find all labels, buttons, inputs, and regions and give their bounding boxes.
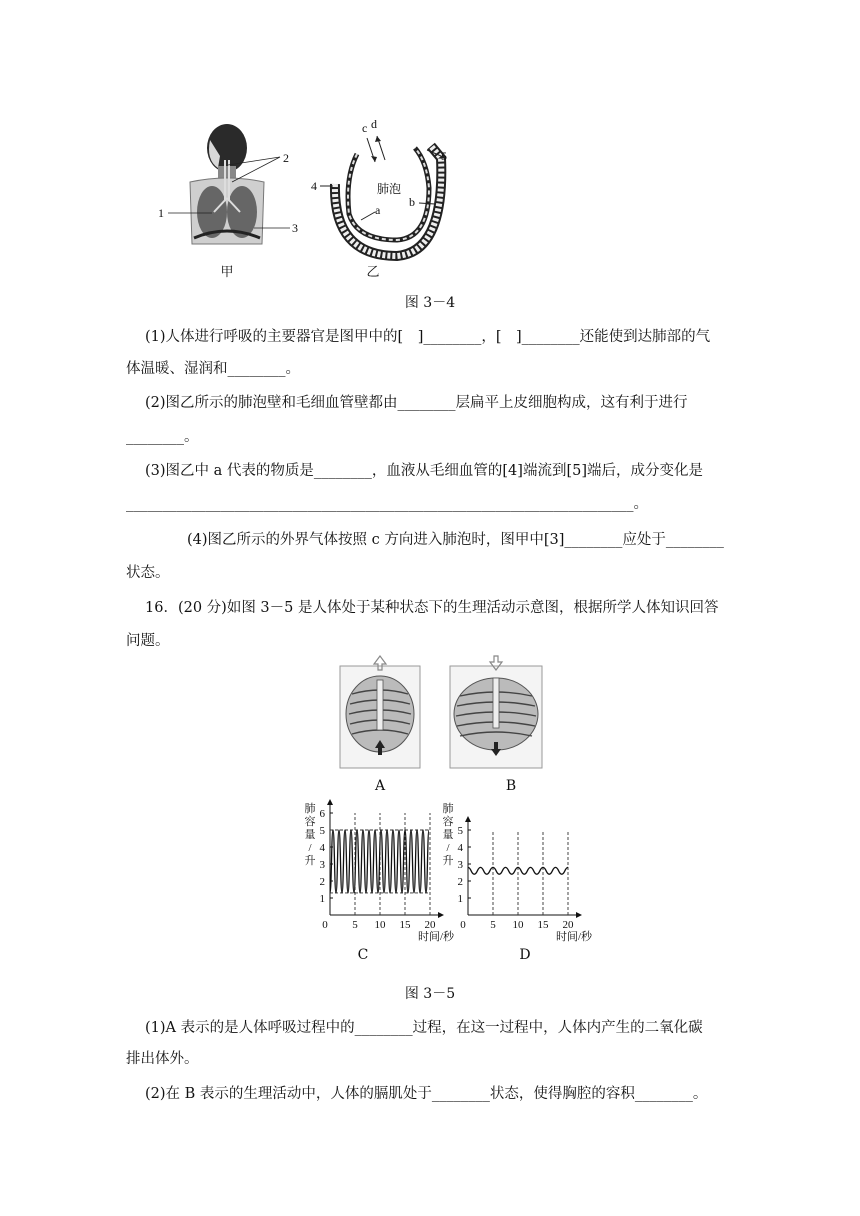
- chart-C-label: C: [357, 947, 369, 963]
- chart-D-label: D: [519, 947, 531, 963]
- label-b: b: [409, 195, 415, 209]
- chart-D-ylabel-char: 容: [442, 816, 454, 828]
- q15-4-line2: 状态。: [126, 565, 170, 581]
- figure-B-sternum: [493, 678, 499, 728]
- label-d: d: [371, 117, 377, 131]
- chart-C-ytick-label: 6: [319, 808, 325, 820]
- label-c: c: [362, 121, 368, 135]
- chart-D-ytick-label: 2: [457, 876, 463, 888]
- arrow-a: [361, 212, 375, 220]
- q15-2-line1: (2)图乙所示的肺泡壁和毛细血管壁都由________层扁平上皮细胞构成，这有利于进行: [145, 395, 688, 411]
- q15-3-line2: ______________________________________________________________________。: [126, 496, 648, 512]
- chart-C-xtick-label: 0: [322, 919, 328, 931]
- chart-C-ylabel-char: /: [308, 842, 312, 854]
- label-1: 1: [158, 206, 164, 220]
- q15-1-line2: 体温暖、湿润和________。: [126, 361, 300, 377]
- chart-C-xtick-label: 10: [374, 919, 386, 931]
- figure-A-sternum: [377, 680, 383, 730]
- figure-A-label: A: [374, 778, 386, 794]
- chart-C-ylabel-char: 升: [304, 855, 316, 867]
- q15-1-line1: (1)人体进行呼吸的主要器官是图甲中的[ ]________，[ ]________还能使到达肺部的气: [145, 329, 711, 345]
- chart-D-xtick-label: 5: [490, 919, 496, 931]
- chart-D-ytick-label: 4: [457, 842, 463, 854]
- chart-D-x-arrow: [576, 912, 582, 918]
- chart-C-ytick-label: 5: [319, 825, 325, 837]
- arrow-d-head: [375, 136, 381, 142]
- q15-2-line2: ________。: [126, 429, 199, 445]
- chart-D-y-arrow: [465, 816, 471, 822]
- figure-3-5-caption: 图 3－5: [404, 986, 456, 1002]
- chart-D-ylabel-char: 量: [442, 829, 454, 841]
- chart-C-xtick-label: 5: [352, 919, 358, 931]
- q16-1-line2: 排出体外。: [126, 1051, 199, 1067]
- chart-D-ytick-label: 1: [457, 893, 463, 905]
- chart-C-xtick-label: 15: [399, 919, 411, 931]
- q16-1-line1: (1)A 表示的是人体呼吸过程中的________过程，在这一过程中，人体内产生的二氧化碳: [145, 1020, 703, 1036]
- figure-B-label: B: [505, 778, 517, 794]
- figure-yi-label: 乙: [366, 265, 380, 280]
- chart-D-xtick-label: 0: [460, 919, 466, 931]
- chart-C-xtick-label: 20: [424, 919, 436, 931]
- chart-D-ylabel-char: 升: [442, 855, 454, 867]
- q16-line2: 问题。: [126, 633, 170, 649]
- chart-D-xlabel: 时间/秒: [555, 931, 593, 943]
- q16-2-line1: (2)在 B 表示的生理活动中，人体的膈肌处于________状态，使得胸腔的容积________。: [145, 1086, 708, 1102]
- chart-D-ylabel-char: /: [446, 842, 450, 854]
- chart-D-ylabel-char: 肺: [442, 803, 454, 815]
- alveolus-label: 肺泡: [377, 182, 402, 196]
- chart-C: [300, 800, 455, 943]
- chart-C-ytick-label: 1: [319, 893, 325, 905]
- arrow-c-head: [371, 156, 377, 162]
- figure-jia: [150, 120, 300, 270]
- chart-C-xlabel: 时间/秒: [417, 931, 455, 943]
- arrow-b: [419, 203, 435, 204]
- chart-C-ylabel-char: 肺: [304, 803, 316, 815]
- chart-D-xtick-label: 10: [512, 919, 524, 931]
- label-4: 4: [311, 179, 317, 193]
- figure-3-4-caption: 图 3－4: [404, 295, 456, 311]
- label-3: 3: [292, 221, 298, 235]
- label-a: a: [375, 203, 381, 217]
- figure-B: [448, 654, 544, 770]
- q15-3-line1: (3)图乙中 a 代表的物质是________，血液从毛细血管的[4]端流到[5]端后，成分变化是: [145, 463, 703, 479]
- chart-C-series-line: [330, 830, 429, 893]
- q15-4-line1: (4)图乙所示的外界气体按照 c 方向进入肺泡时，图甲中[3]________应处于________: [187, 532, 724, 548]
- figure-A: [338, 654, 422, 770]
- chart-D-xtick-label: 15: [537, 919, 549, 931]
- figure-jia-label: 甲: [220, 265, 234, 280]
- chart-D-ytick-label: 5: [457, 825, 463, 837]
- chart-C-ylabel-char: 量: [304, 829, 316, 841]
- chart-C-ytick-label: 3: [319, 859, 325, 871]
- label-5: 5: [441, 149, 447, 163]
- chart-D: [438, 800, 593, 943]
- chart-C-ytick-label: 2: [319, 876, 325, 888]
- chart-C-ylabel-char: 容: [304, 816, 316, 828]
- label-2: 2: [283, 151, 289, 165]
- chart-C-y-arrow: [327, 799, 333, 805]
- chart-C-ytick-label: 4: [319, 842, 325, 854]
- q16-line1: 16．(20 分)如图 3－5 是人体处于某种状态下的生理活动示意图，根据所学人体知识回答: [145, 600, 719, 616]
- chart-D-ytick-label: 3: [457, 859, 463, 871]
- chart-D-xtick-label: 20: [562, 919, 574, 931]
- figure-yi: [305, 118, 465, 268]
